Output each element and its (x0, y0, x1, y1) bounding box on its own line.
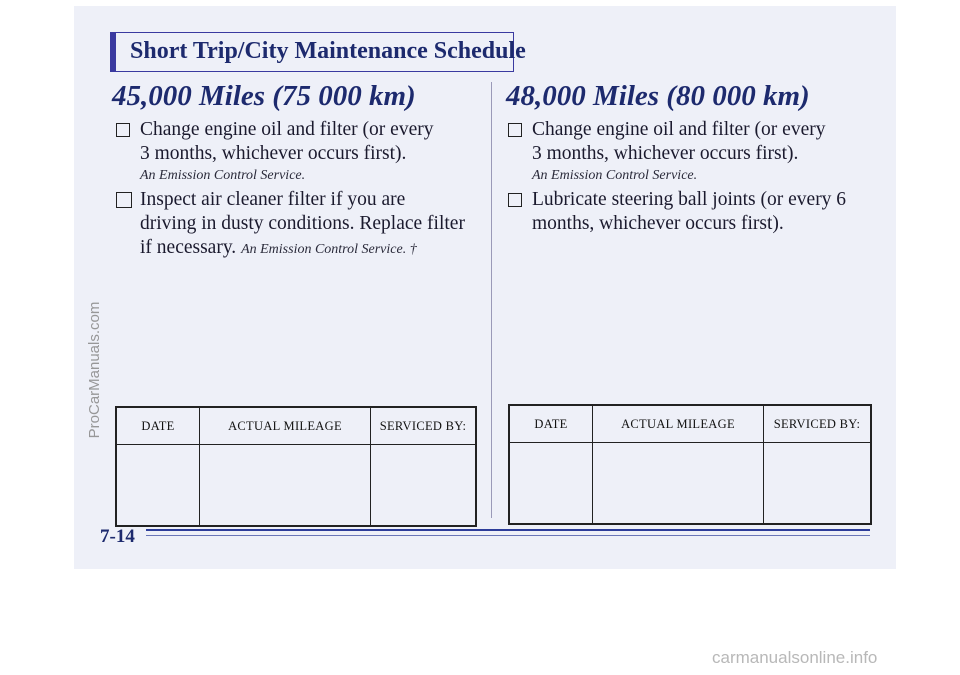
table-header-serviced-by: SERVICED BY: (764, 405, 872, 443)
left-service-record-table (115, 406, 477, 527)
left-item-1-note: An Emission Control Service. (140, 168, 306, 183)
right-item-1-text: Change engine oil and filter (or every 3 months, whichever occurs first). (532, 119, 826, 164)
footer-rule-bottom (146, 535, 870, 536)
left-item-2-text: Inspect air cleaner filter if you are driving in dusty conditions. Replace filter if necessary. (140, 189, 465, 258)
page-number: 7-14 (100, 526, 135, 547)
checkbox-icon[interactable] (116, 123, 130, 137)
right-checklist-item-2 (508, 188, 848, 236)
left-checklist-item-2 (116, 188, 466, 262)
table-header-mileage: ACTUAL MILEAGE (200, 407, 371, 445)
table-header-date: DATE (116, 407, 200, 445)
table-header-serviced-by: SERVICED BY: (371, 407, 477, 445)
date-cell[interactable] (509, 443, 593, 525)
serviced-by-cell[interactable] (371, 445, 477, 527)
left-item-1-text: Change engine oil and filter (or every 3 months, whichever occurs first). (140, 119, 434, 164)
checkbox-icon[interactable] (508, 193, 522, 207)
right-item-1-note: An Emission Control Service. (532, 168, 698, 183)
bottom-watermark: carmanualsonline.info (712, 648, 878, 667)
section-title: Short Trip/City Maintenance Schedule (130, 38, 526, 64)
footer-rule-top (146, 529, 870, 531)
right-service-record-table (508, 404, 872, 525)
section-header-box (110, 32, 526, 72)
checkbox-icon[interactable] (116, 192, 132, 208)
left-checklist-item-1 (116, 118, 446, 166)
table-header-date: DATE (509, 405, 593, 443)
mileage-cell[interactable] (200, 445, 371, 527)
mileage-cell[interactable] (593, 443, 764, 525)
left-item-2-note: An Emission Control Service. † (241, 242, 417, 257)
serviced-by-cell[interactable] (764, 443, 872, 525)
column-divider (491, 82, 492, 518)
date-cell[interactable] (116, 445, 200, 527)
side-watermark: ProCarManuals.com (86, 301, 103, 439)
checkbox-icon[interactable] (508, 123, 522, 137)
table-header-mileage: ACTUAL MILEAGE (593, 405, 764, 443)
right-checklist-item-1 (508, 118, 838, 166)
right-mileage-heading: 48,000 Miles (80 000 km) (506, 80, 810, 112)
right-item-2-text: Lubricate steering ball joints (or every 6 months, whichever occurs first). (532, 189, 847, 234)
left-mileage-heading: 45,000 Miles (75 000 km) (112, 80, 416, 112)
